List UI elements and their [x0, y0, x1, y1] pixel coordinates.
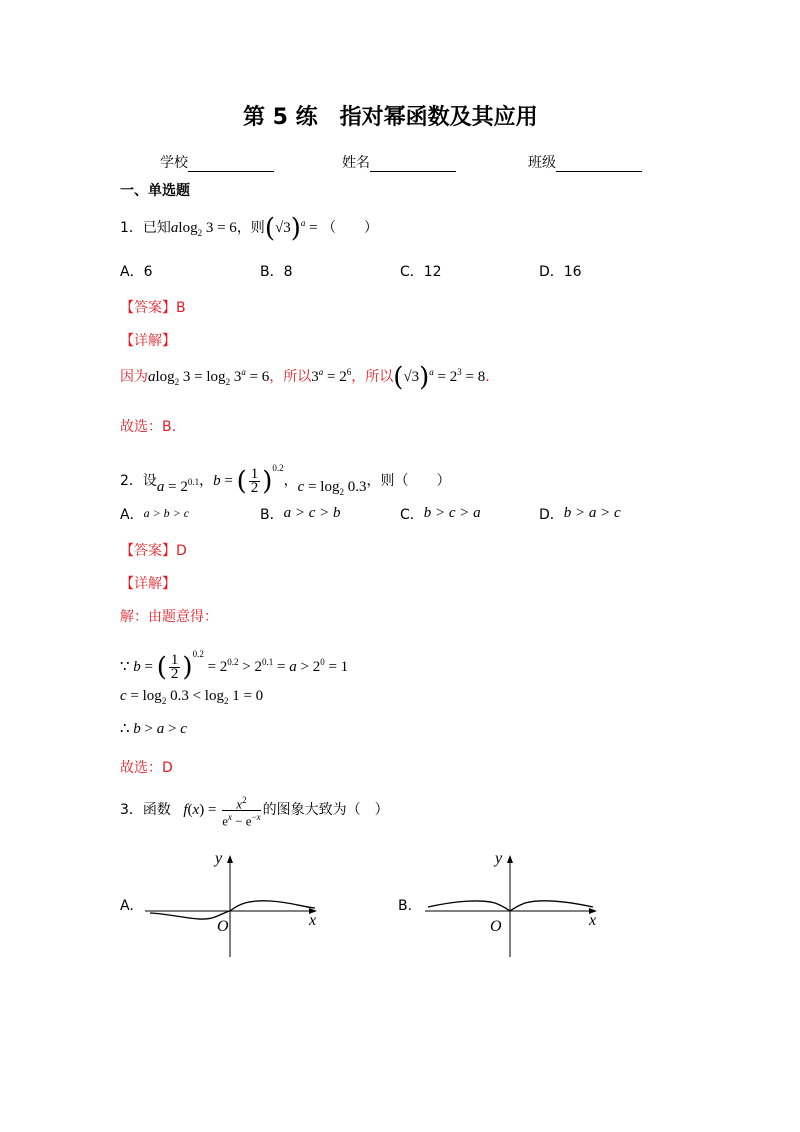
q1-solution: 因为alog$_2$ $3 = \log_2 3^a = 6$，所以$3^a = 2^6$，所以$(√3)^a = 2^3 = 8$.	[120, 362, 490, 393]
q3-b-y-label: y	[495, 850, 503, 867]
q3-a-x-label: x	[309, 912, 317, 929]
q1-detail-heading: 【详解】	[120, 333, 176, 349]
class-blank	[556, 157, 642, 172]
q3-prefix: 3．函数	[120, 802, 171, 818]
name-label: 姓名	[342, 155, 370, 171]
class-label: 班级	[528, 155, 556, 171]
q2-step-2: $c = \log_2 0.3 < \log_2 1 = 0$	[120, 688, 264, 706]
q1-option-d: D．16	[539, 264, 582, 280]
question-1: 1．已知alog$_2$ 3 = 6，则$(√3)^a$ = （ ）	[120, 213, 379, 244]
q2-option-b: B．a > c > b	[260, 505, 341, 523]
q3-suffix: 的图象大致为（ ）	[262, 802, 389, 818]
q3-option-a-label: A.	[120, 898, 134, 914]
q2-then: ，则（ ）	[366, 473, 451, 489]
q2-choose: 故选：D	[120, 760, 173, 776]
q2-option-d: D．b > a > c	[539, 505, 621, 523]
q3-b-x-label: x	[589, 912, 597, 929]
class-field	[528, 152, 642, 172]
name-field	[342, 152, 456, 172]
name-blank	[370, 157, 456, 172]
q1-option-a: A．6	[120, 264, 153, 280]
q1-sol-so1: ，所以	[269, 369, 312, 385]
q1-formula-given: a	[170, 220, 179, 236]
q3-graph-b	[425, 845, 615, 960]
question-2: 2．设$a = 2^{0.1}$，b = ( $\frac{1}{2}$ )$^{0.2}$，$c = \log_2 0.3$，则（ ）	[120, 463, 451, 497]
q2-solution-intro: 解：由题意得：	[120, 609, 218, 625]
q1-blank: （ ）	[322, 220, 379, 236]
q1-sol-end: .	[485, 369, 490, 385]
q1-then: ，则	[236, 220, 265, 236]
school-label: 学校	[160, 155, 188, 171]
q2-prefix: 2．设	[120, 473, 157, 489]
school-field	[160, 152, 274, 172]
q1-answer: 【答案】B	[120, 300, 186, 316]
q2-detail-heading: 【详解】	[120, 576, 176, 592]
page-title: 第 5 练 指对幂函数及其应用	[243, 105, 538, 130]
question-3	[120, 792, 389, 828]
q2-option-c: C．b > c > a	[400, 505, 481, 523]
q1-sol-because: 因为	[120, 369, 148, 385]
q3-a-origin-label: O	[217, 918, 229, 935]
q1-sol-so2: ，所以	[351, 369, 394, 385]
q2-step-3: ∴ b > a > c	[120, 721, 187, 737]
q3-option-b-label: B.	[398, 898, 413, 914]
q3-function: f(x) = $\frac{x^2}{e^x - e^{-x}}$	[183, 794, 261, 829]
q1-choose: 故选：B．	[120, 419, 186, 435]
q1-formula-target: $(√3)^a$ =	[264, 213, 318, 244]
q3-a-y-label: y	[215, 850, 223, 867]
section-heading: 一、单选题	[120, 183, 190, 199]
q2-option-a: A．a > b > c	[120, 506, 190, 523]
q1-prefix: 1．已知	[120, 220, 171, 236]
q3-graph-a	[145, 845, 335, 960]
school-blank	[188, 157, 274, 172]
q3-b-origin-label: O	[490, 918, 502, 935]
q2-step-1: ∵ b = ( $\frac{1}{2}$ )$^{0.2} = 2^{0.2} > 2^{0.1} = a > 2^0 = 1$	[120, 649, 349, 683]
q1-option-c: C．12	[400, 264, 442, 280]
q2-answer: 【答案】D	[120, 543, 187, 559]
q1-option-b: B．8	[260, 264, 293, 280]
